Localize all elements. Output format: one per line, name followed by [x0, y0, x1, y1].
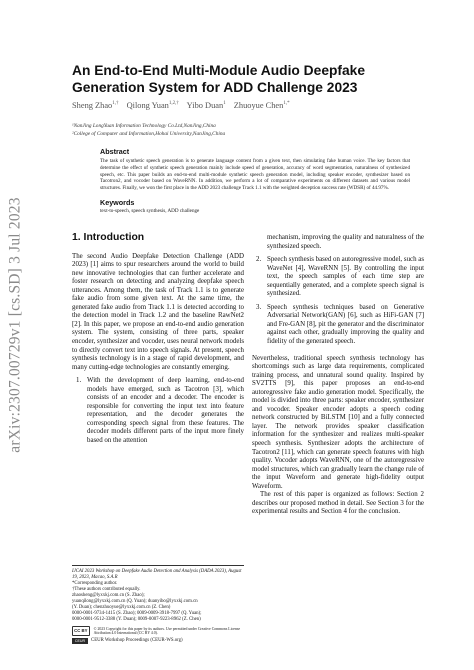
list-number: 2. — [256, 256, 262, 264]
paper-title: An End-to-End Multi-Module Audio Deepfake Generation System for ADD Challenge 2023 — [72, 63, 366, 95]
author: Qilong Yuan$^{1,2,\dagger}$ — [126, 101, 179, 110]
orcid-line[interactable]: 0000-0001-9512-3388 (Y. Duan); 0009-0007-9223-8962 (Z. Chen) — [72, 617, 201, 622]
email-line[interactable]: (Y. Duan); chenzhuoyue@lyxxkj.com.cn (Z. Chen) — [72, 605, 171, 610]
copyright-text: © 2023 Copyright for this paper by its authors. Use permitted under Creative Commons License Attribution 4.0 International (CC BY 4.0). — [93, 626, 241, 635]
numbered-list — [72, 377, 244, 445]
author: Sheng Zhao$^{1,\dagger}$ — [72, 101, 119, 110]
list-item — [72, 377, 244, 445]
author: Yibo Duan$^1$ — [186, 101, 226, 110]
abstract-text: The task of synthetic speech generation is to generate language content from a given text, then simulating fake human voice. The key factors that determine the effect of synthetic speech generation mainly include speed of generation, accuracy of word segmentation, naturalness of synthesized speech, etc. This paper builds an end-to-end multi-module synthetic speech generation model, including speaker encoder, synthesizer based on Tacotron2, and vocoder based on WaveRNN. In addition, we perform a lot of comparative experiments on different datasets and various model structures. Finally, we won the first place in the ADD 2023 challenge Track 1.1 with the weighted deception success rate (WDSR) of 44.97%. — [100, 158, 410, 192]
ceur-logo-icon: CEUR — [72, 638, 88, 644]
list-number: 1. — [76, 377, 82, 385]
list-item-text: Speech synthesis based on autoregressive model, such as WaveNet [4], WaveRNN [5]. By controlling the input text, the speech samples of each time step are sequentially generated, and a complete speech signal is synthesized. — [267, 256, 424, 298]
license-row — [72, 626, 244, 636]
arxiv-id-text: arXiv:2307.00729v1 [cs.SD] 3 Jul 2023 — [7, 197, 25, 453]
corresponding-note: *Corresponding author. — [72, 581, 118, 586]
affiliation: ²College of Computer and Information,Hohai University,NanJing,China — [72, 130, 226, 137]
section-heading: 1. Introduction — [72, 232, 145, 243]
list-item — [252, 256, 424, 299]
list-number: 3. — [256, 303, 262, 311]
author: Zhuoyue Chen$^{1,*}$ — [233, 101, 290, 110]
venue-note: IJCAI 2023 Workshop on Deepfake Audio Detection and Analysis (DADA 2023), August 19, 2023, Macao, S.A.R — [72, 569, 242, 580]
left-column — [72, 234, 244, 446]
ceur-row — [72, 638, 244, 644]
keywords-heading: Keywords — [100, 197, 135, 207]
list-item — [252, 304, 424, 347]
affiliations — [72, 123, 422, 138]
abstract-heading: Abstract — [100, 147, 130, 156]
paragraph: The second Audio Deepfake Detection Challenge (ADD 2023) [1] aims to spur researchers around the world to build new innovative technologies that can further accelerate and foster research on detecting and analyzing deepfake speech utterances. Among them, the task of Track 1.1 is to generate fake audio from some given text. At the same time, the generated fake audio from Track 1.1 is detected according to the detection model in Track 1.2 and the baseline RawNet2 [2]. In this paper, we propose an end-to-end audio generation system. The system, consisting of three parts, speaker encoder, synthesizer and vocoder, uses neural network models to directly convert text into speech signals. At present, speech synthesis technology is in a stage of rapid development, and many cutting-edge technologies are constantly emerging. — [72, 252, 244, 371]
ceur-text[interactable]: CEUR Workshop Proceedings (CEUR-WS.org) — [91, 638, 183, 643]
email-line[interactable]: zhaosheng@lyxxkj.com.cn (S. Zhao); — [72, 593, 145, 598]
paragraph: The rest of this paper is organized as follows: Section 2 describes our proposed method in detail. See Section 3 for the experimental results and Section 4 for the conclusion. — [252, 491, 424, 516]
email-line[interactable]: yuanqilong@lyxxkj.com.cn (Q. Yuan); duanyibo@lyxxkj.com.cn — [72, 599, 198, 604]
affiliation: ¹NanJing LongYuan Information Technology Co.Ltd,NanJing,China — [72, 123, 216, 129]
list-item-text: Speech synthesis techniques based on Generative Adversarial Network(GAN) [6], such as HiFi-GAN [7] and Fre-GAN [8], pit the generator and the discriminator against each other, gradually improving the quality and fidelity of the generated speech. — [267, 303, 424, 346]
right-column — [252, 234, 424, 517]
arxiv-identifier — [6, 160, 26, 490]
orcid-line[interactable]: 0000-0001-9734-1415 (S. Zhao); 0009-0009-3918-7997 (Q. Yuan); — [72, 611, 202, 616]
list-item-text: With the development of deep learning, end-to-end models have emerged, such as Tacotron [3], which consists of an encoder and a decoder. The encoder is responsible for converting the input text into feature representation, and the decoder generates the corresponding speech signal from these features. The decoder models different parts of the input more finely based on the attention — [87, 377, 244, 445]
paragraph: Nevertheless, traditional speech synthesis technology has shortcomings such as large data requirements, complicated training process, and unnatural sound quality. Inspired by SV2TTS [9], this paper proposes an end-to-end autoregressive fake audio generation model. Specifically, the model is divided into three parts: speaker encoder, synthesizer and vocoder. Speaker encoder adopts a speech coding network constructed by BiLSTM [10] and a fully connected layer. The network provides speaker classification information for the synthesizer and realizes multi-speaker speech synthesis. Synthesizer adopts the architecture of Tacotron2 [11], which can generate speech features with high quality. Vocoder adopts WaveRNN, one of the autoregressive model structures, which can gradually learn the change rule of the input Waveform and generate high-fidelity output Waveform. — [252, 354, 424, 490]
list-item-continuation: mechanism, improving the quality and naturalness of the synthesized speech. — [267, 234, 424, 250]
abstract-section — [100, 147, 410, 215]
author-list — [72, 101, 422, 110]
keywords-text: text-to-speech, speech synthesis, ADD challenge — [100, 207, 200, 214]
numbered-list — [252, 256, 424, 346]
equal-contribution-note: †These authors contributed equally. — [72, 587, 141, 592]
cc-by-badge-icon: CC BY — [72, 626, 90, 636]
footnotes — [72, 565, 244, 644]
